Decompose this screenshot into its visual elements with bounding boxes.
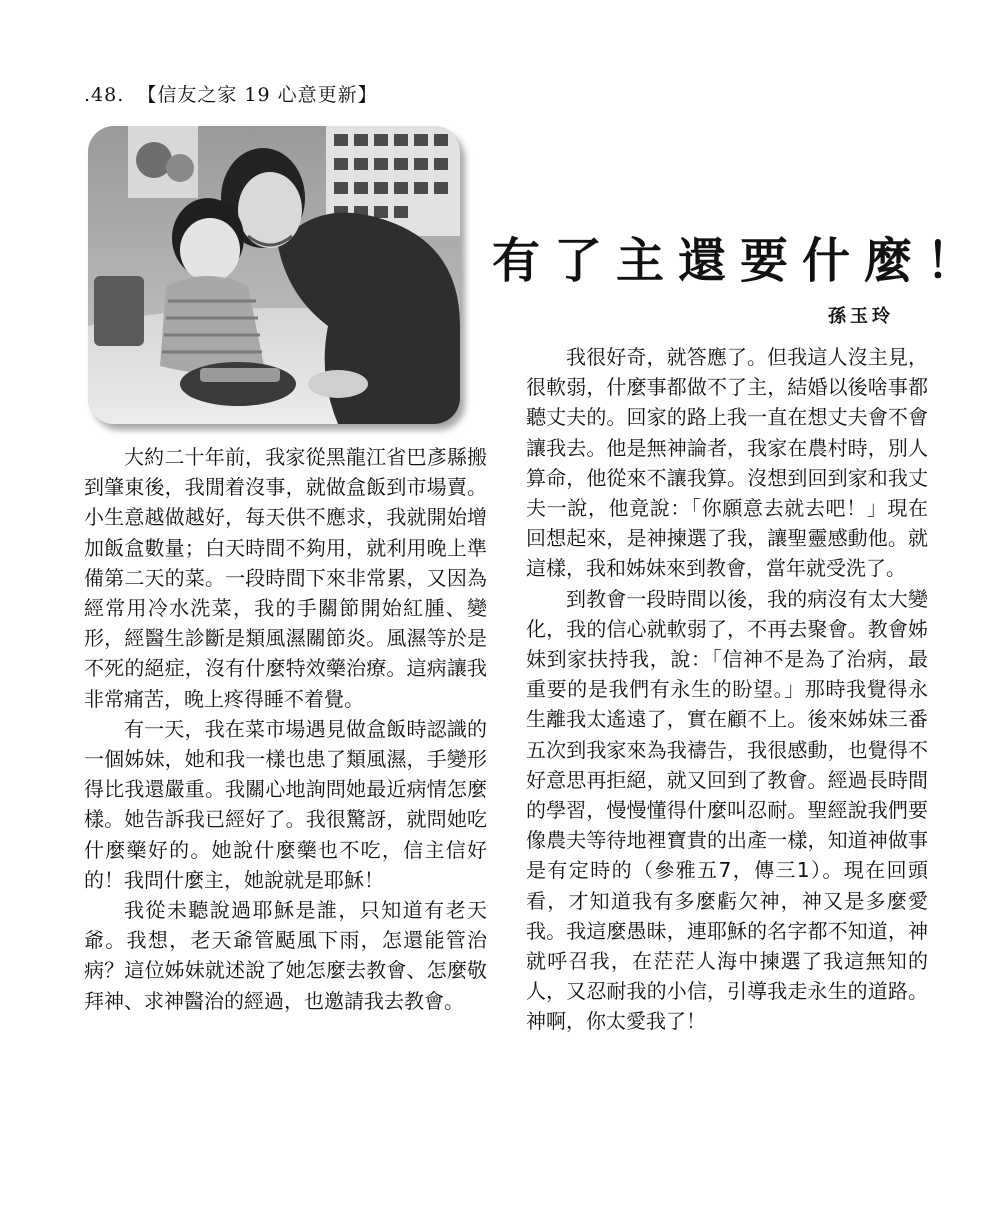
paragraph: 我很好奇，就答應了。但我這人沒主見，很軟弱，什麼事都做不了主，結婚以後啥事都聽丈夫的。回家的路上我一直在想丈夫會不會讓我去。他是無神論者，我家在農村時，別人算命，他從來不讓我算。沒想到回到家和我丈夫一說，他竟說：「你願意去就去吧！」現在回想起來，是神揀選了我，讓聖靈感動他。就這樣，我和姊妹來到教會，當年就受洗了。 [526, 345, 928, 581]
article-photo [88, 126, 460, 424]
paragraph: 我從未聽說過耶穌是誰，只知道有老天爺。我想，老天爺管颳風下雨，怎還能管治病？這位姊妹就述說了她怎麼去教會、怎麼敬拜神、求神醫治的經過，也邀請我去教會。 [84, 898, 487, 1013]
paragraph: 到教會一段時間以後，我的病沒有太大變化，我的信心就軟弱了，不再去聚會。教會姊妹到家扶持我，說：「信神不是為了治病，最重要的是我們有永生的盼望。」那時我覺得永生離我太遙遠了，實在顧不上。後來姊妹三番五次到我家來為我禱告，我很感動，也覺得不好意思再拒絕，就又回到了教會。經過長時間的學習，慢慢懂得什麼叫忍耐。聖經說我們要像農夫等待地裡寶貴的出產一樣，知道神做事是有定時的（參雅五7，傳三1）。現在回頭看，才知道我有多麼虧欠神，神又是多麼愛我。我這麼愚昧，連耶穌的名字都不知道，神就呼召我，在茫茫人海中揀選了我這無知的人，又忍耐我的小信，引導我走永生的道路。神啊，你太愛我了！ [526, 586, 928, 1034]
article-author: 孫玉玲 [828, 306, 894, 327]
paragraph: 有一天，我在菜市場遇見做盒飯時認識的一個姊妹，她和我一樣也患了類風濕，手變形得比我還嚴重。我關心地詢問她最近病情怎麼樣。她告訴我已經好了。我很驚訝，就問她吃什麼藥好的。她說什麼藥也不吃，信主信好的！我問什麼主，她說就是耶穌！ [84, 716, 487, 892]
page-number: .48. [84, 84, 125, 106]
paragraph: 大約二十年前，我家從黑龍江省巴彥縣搬到肇東後，我閒着沒事，就做盒飯到市場賣。小生意越做越好，每天供不應求，我就開始增加飯盒數量；白天時間不夠用，就利用晚上準備第二天的菜。一段時間下來非常累，又因為經常用冷水洗菜，我的手關節開始紅腫、變形，經醫生診斷是類風濕關節炎。風濕等於是不死的絕症，沒有什麼特效藥治療。這病讓我非常痛苦，晚上疼得睡不着覺。 [84, 445, 487, 711]
section-title: 【信友之家 19 心意更新】 [137, 84, 378, 106]
left-column [84, 442, 487, 1016]
right-column [526, 342, 928, 1037]
article-title: 有了主還要什麼！ [492, 233, 989, 289]
photo-illustration [88, 126, 460, 424]
running-header [84, 80, 384, 107]
